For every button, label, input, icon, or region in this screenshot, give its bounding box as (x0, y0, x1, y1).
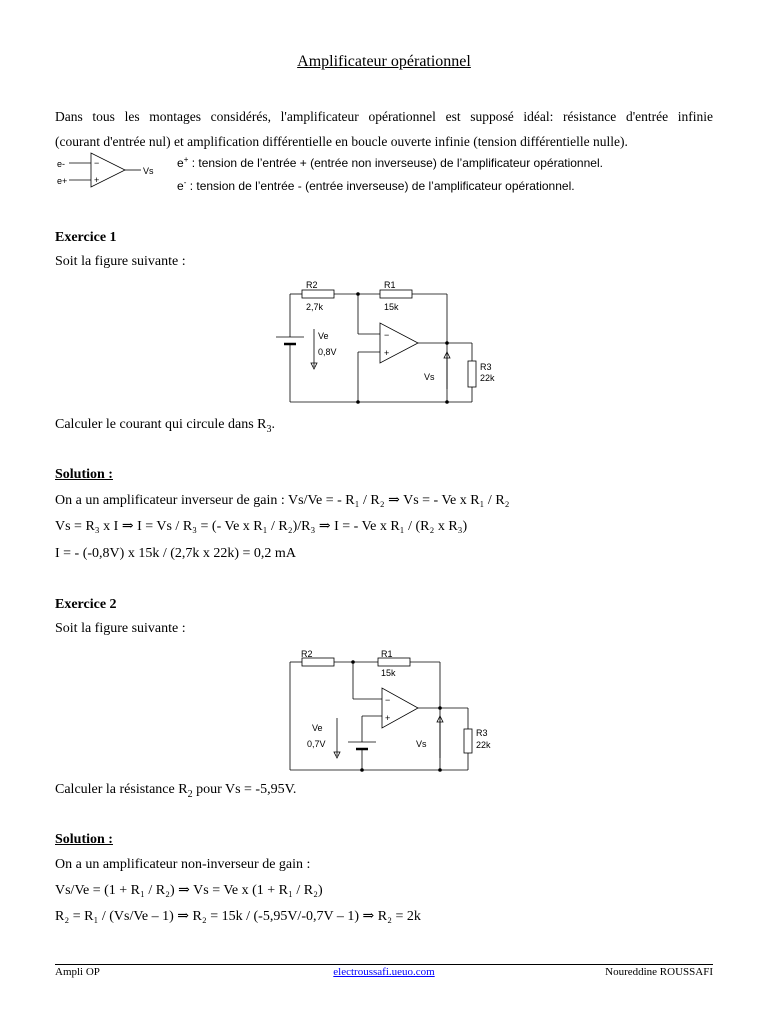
symbol-in-minus: e- (57, 159, 66, 169)
symbol-minus-sign: − (94, 158, 100, 168)
footer-left: Ampli OP (55, 966, 100, 978)
ex2-plus-sign: + (385, 713, 391, 723)
ex2-heading: Exercice 2 (55, 597, 117, 612)
ex1-solution-heading: Solution : (55, 467, 113, 482)
ex2-r3-value: 22k (476, 740, 491, 750)
definition-eplus: e+ : tension de l’entrée + (entrée non inverseuse) de l’amplificateur opérationnel. (177, 155, 603, 170)
ex2-ve-value: 0,7V (307, 739, 326, 749)
ex1-solution-line-1: On a un amplificateur inverseur de gain : Vs/Ve = - R₁ / R₂ ⇒ Vs = - Ve x R₁ / R₂ (55, 493, 510, 508)
ex1-plus-sign: + (384, 348, 390, 358)
intro-line-2: (courant d'entrée nul) et amplification différentielle en boucle ouverte infinie (tension différentielle nulle). (55, 134, 628, 149)
ex1-vs-name: Vs (424, 372, 435, 382)
ex1-r2-value: 2,7k (306, 302, 324, 312)
ex1-r3-value: 22k (480, 373, 495, 383)
ex1-question: Calculer le courant qui circule dans $R_3$. (55, 417, 275, 435)
ex1-r1-name: R1 (384, 280, 396, 290)
page-title: Amplificateur opérationnel (297, 53, 471, 70)
footer-right: Noureddine ROUSSAFI (605, 966, 713, 978)
ex1-ve-value: 0,8V (318, 347, 337, 357)
ex2-vs-name: Vs (416, 739, 427, 749)
ex1-r1-value: 15k (384, 302, 399, 312)
ex2-solution-line-3: R₂ = R₁ / (Vs/Ve – 1) ⇒ R₂ = 15k / (-5,95V/-0,7V – 1) ⇒ R₂ = 2k (55, 909, 421, 924)
intro-line-1: Dans tous les montages considérés, l'amplificateur opérationnel est supposé idéal: résistance d'entrée infinie (55, 109, 713, 124)
ex2-question: Calculer la résistance $R_2$ pour Vs = -5,95V. (55, 782, 297, 800)
ex2-solution-heading: Solution : (55, 832, 113, 847)
ex2-r2-name: R2 (301, 649, 313, 659)
ex1-solution-line-2: Vs = R₃ x I ⇒ I = Vs / R₃ = (- Ve x R₁ / R₂)/R₃ ⇒ I = - Ve x R₁ / (R₂ x R₃) (55, 519, 468, 534)
intro-paragraph (55, 104, 713, 154)
ex2-ve-name: Ve (312, 723, 323, 733)
ex2-solution-line-2: Vs/Ve = (1 + R₁ / R₂) ⇒ Vs = Ve x (1 + R₁ / R₂) (55, 883, 323, 898)
ex1-r3-name: R3 (480, 362, 492, 372)
ex2-minus-sign: − (385, 695, 391, 705)
ex1-heading: Exercice 1 (55, 230, 117, 245)
ex1-intro: Soit la figure suivante : (55, 254, 186, 269)
symbol-plus-sign: + (94, 175, 100, 185)
ex2-intro: Soit la figure suivante : (55, 621, 186, 636)
footer-website-link[interactable]: electroussafi.ueuo.com (333, 966, 435, 978)
footer-rule (55, 964, 713, 965)
ex2-circuit (290, 648, 500, 778)
ex1-circuit (272, 279, 502, 409)
ex1-r2-name: R2 (306, 280, 318, 290)
ex2-solution-line-1: On a un amplificateur non-inverseur de gain : (55, 857, 311, 872)
opamp-symbol (55, 150, 165, 190)
ex2-r3-name: R3 (476, 728, 488, 738)
symbol-in-plus: e+ (57, 176, 68, 186)
ex1-solution-line-3: I = - (-0,8V) x 15k / (2,7k x 22k) = 0,2 mA (55, 546, 296, 561)
ex1-ve-name: Ve (318, 331, 329, 341)
ex2-r1-value: 15k (381, 668, 396, 678)
ex1-minus-sign: − (384, 330, 390, 340)
ex2-r1-name: R1 (381, 649, 393, 659)
definition-eminus: e- : tension de l’entrée - (entrée inverseuse) de l’amplificateur opérationnel. (177, 178, 575, 193)
symbol-out: Vs (143, 166, 154, 176)
